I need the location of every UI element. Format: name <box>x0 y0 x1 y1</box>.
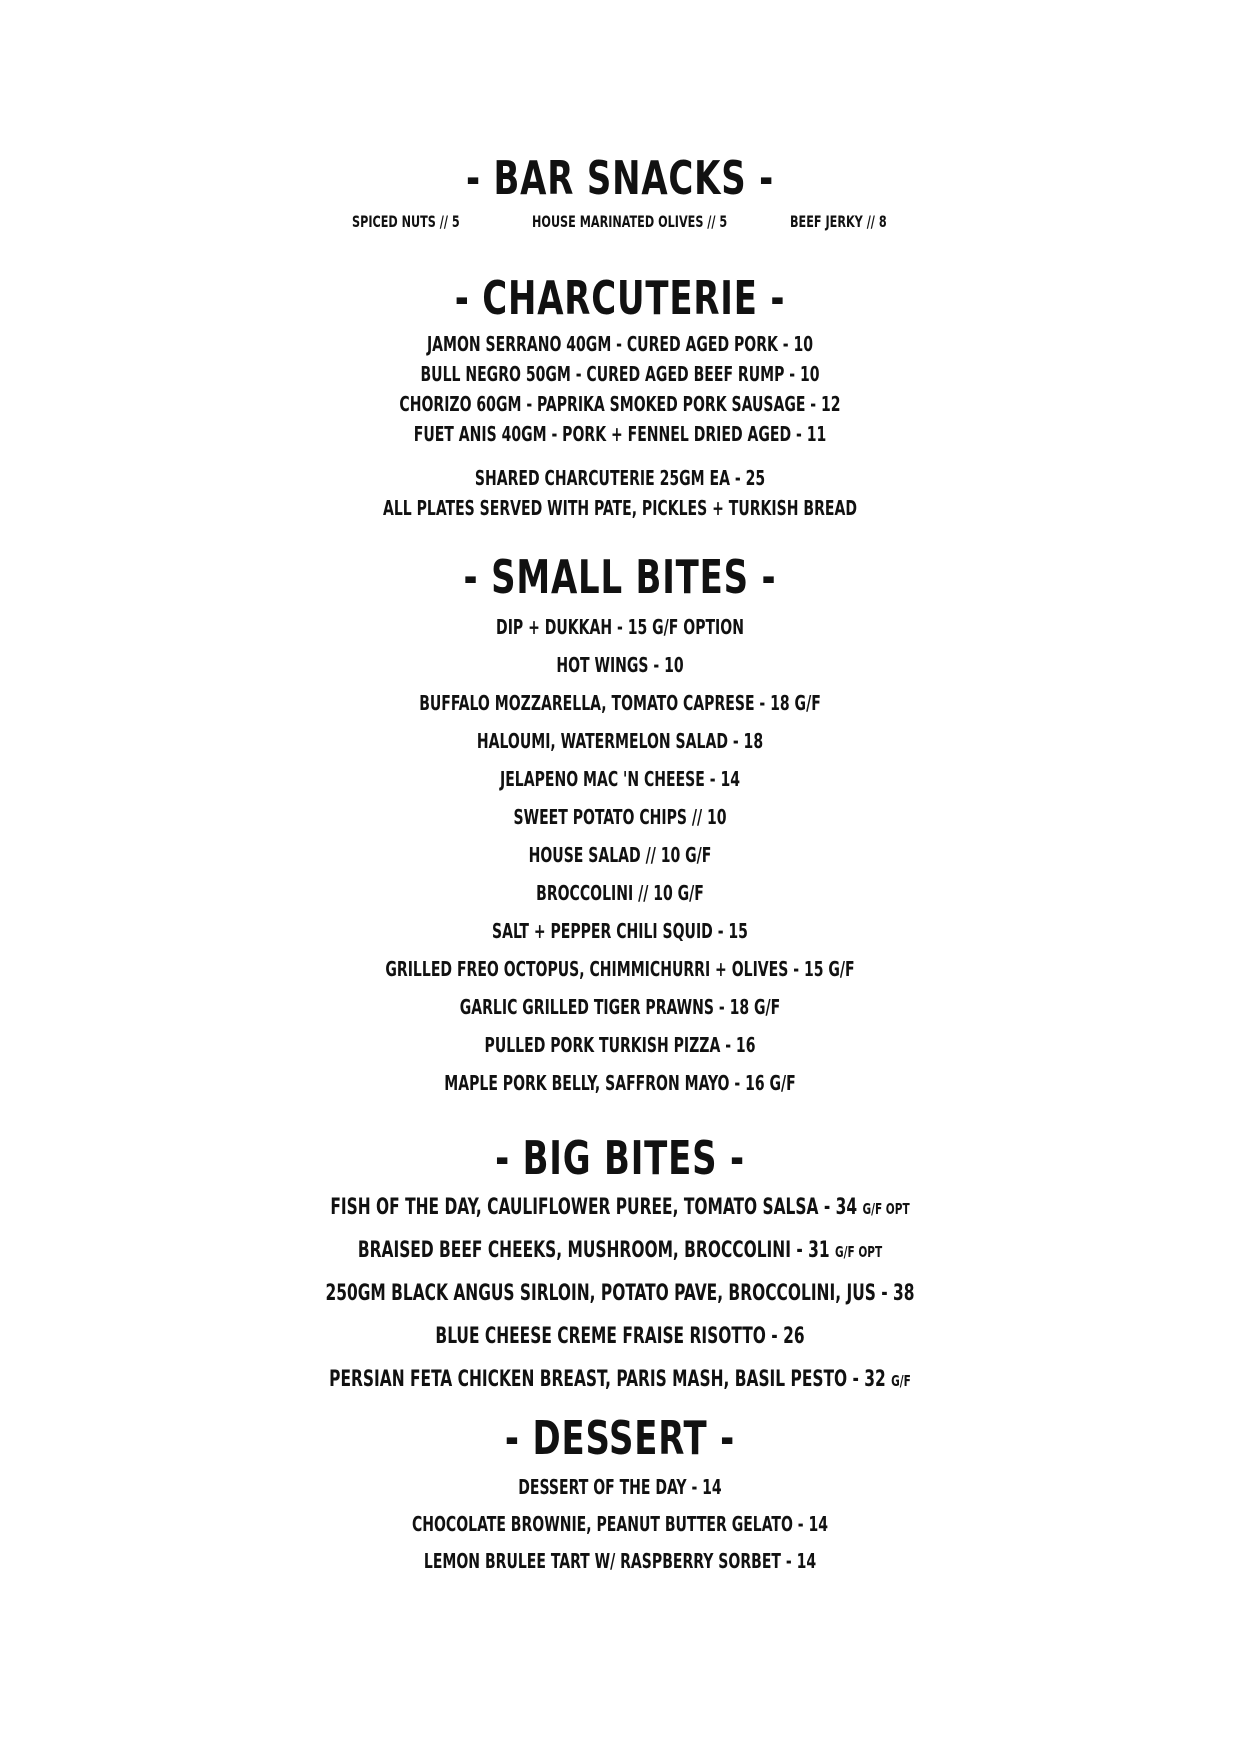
charcuterie-note: ALL PLATES SERVED WITH PATE, PICKLES + TURKISH BREAD <box>382 496 858 520</box>
big-bites-item-text: FISH OF THE DAY, CAULIFLOWER PUREE, TOMATO SALSA - 34 <box>330 1195 863 1220</box>
big-bites-item-tag: G/F <box>891 1372 911 1390</box>
dessert-heading: - DESSERT - <box>504 1411 736 1465</box>
small-bites-item: HOT WINGS - 10 <box>556 653 684 677</box>
dessert-item: DESSERT OF THE DAY - 14 <box>518 1475 722 1499</box>
big-bites-item <box>136 1238 1103 1265</box>
small-bites-item: PULLED PORK TURKISH PIZZA - 16 <box>484 1033 756 1057</box>
small-bites-item: BROCCOLINI // 10 G/F <box>536 881 704 905</box>
bar-snack-item: BEEF JERKY // 8 <box>790 212 887 231</box>
big-bites-item-tag: G/F OPT <box>862 1200 910 1218</box>
small-bites-item: GARLIC GRILLED TIGER PRAWNS - 18 G/F <box>459 995 781 1019</box>
big-bites-heading: - BIG BITES - <box>495 1131 745 1185</box>
big-bites-item <box>136 1324 1103 1351</box>
small-bites-item: SWEET POTATO CHIPS // 10 <box>513 805 727 829</box>
charcuterie-item: CHORIZO 60GM - PAPRIKA SMOKED PORK SAUSAGE - 12 <box>399 392 841 416</box>
small-bites-item: SALT + PEPPER CHILI SQUID - 15 <box>492 919 748 943</box>
small-bites-item: JELAPENO MAC 'N CHEESE - 14 <box>499 767 741 791</box>
small-bites-heading: - SMALL BITES - <box>463 550 777 604</box>
big-bites-item-text: PERSIAN FETA CHICKEN BREAST, PARIS MASH, BASIL PESTO - 32 <box>329 1367 892 1392</box>
big-bites-item-tag: G/F OPT <box>834 1243 883 1261</box>
big-bites-item-text: 250GM BLACK ANGUS SIRLOIN, POTATO PAVE, BROCCOLINI, JUS - 38 <box>325 1281 915 1306</box>
big-bites-item <box>136 1367 1103 1394</box>
charcuterie-item: BULL NEGRO 50GM - CURED AGED BEEF RUMP - 10 <box>420 362 820 386</box>
bar-snack-item: HOUSE MARINATED OLIVES // 5 <box>532 212 728 231</box>
bar-snacks-heading: - BAR SNACKS - <box>465 151 775 205</box>
bar-snack-item: SPICED NUTS // 5 <box>352 212 460 231</box>
small-bites-item: HALOUMI, WATERMELON SALAD - 18 <box>476 729 764 753</box>
charcuterie-shared: SHARED CHARCUTERIE 25GM EA - 25 <box>474 466 766 490</box>
small-bites-item: MAPLE PORK BELLY, SAFFRON MAYO - 16 G/F <box>444 1071 796 1095</box>
big-bites-item <box>136 1195 1103 1222</box>
small-bites-item: GRILLED FREO OCTOPUS, CHIMMICHURRI + OLIVES - 15 G/F <box>385 957 855 981</box>
small-bites-item: BUFFALO MOZZARELLA, TOMATO CAPRESE - 18 G/F <box>419 691 821 715</box>
charcuterie-item: JAMON SERRANO 40GM - CURED AGED PORK - 10 <box>426 332 814 356</box>
big-bites-item <box>136 1281 1103 1308</box>
small-bites-item: HOUSE SALAD // 10 G/F <box>528 843 712 867</box>
big-bites-item-text: BRAISED BEEF CHEEKS, MUSHROOM, BROCCOLINI - 31 <box>357 1238 835 1263</box>
charcuterie-item: FUET ANIS 40GM - PORK + FENNEL DRIED AGED - 11 <box>413 422 827 446</box>
big-bites-item-text: BLUE CHEESE CREME FRAISE RISOTTO - 26 <box>435 1324 805 1349</box>
small-bites-item: DIP + DUKKAH - 15 G/F OPTION <box>496 615 744 639</box>
charcuterie-heading: - CHARCUTERIE - <box>454 271 786 325</box>
dessert-item: LEMON BRULEE TART W/ RASPBERRY SORBET - 14 <box>423 1549 817 1573</box>
dessert-item: CHOCOLATE BROWNIE, PEANUT BUTTER GELATO - 14 <box>411 1512 829 1536</box>
